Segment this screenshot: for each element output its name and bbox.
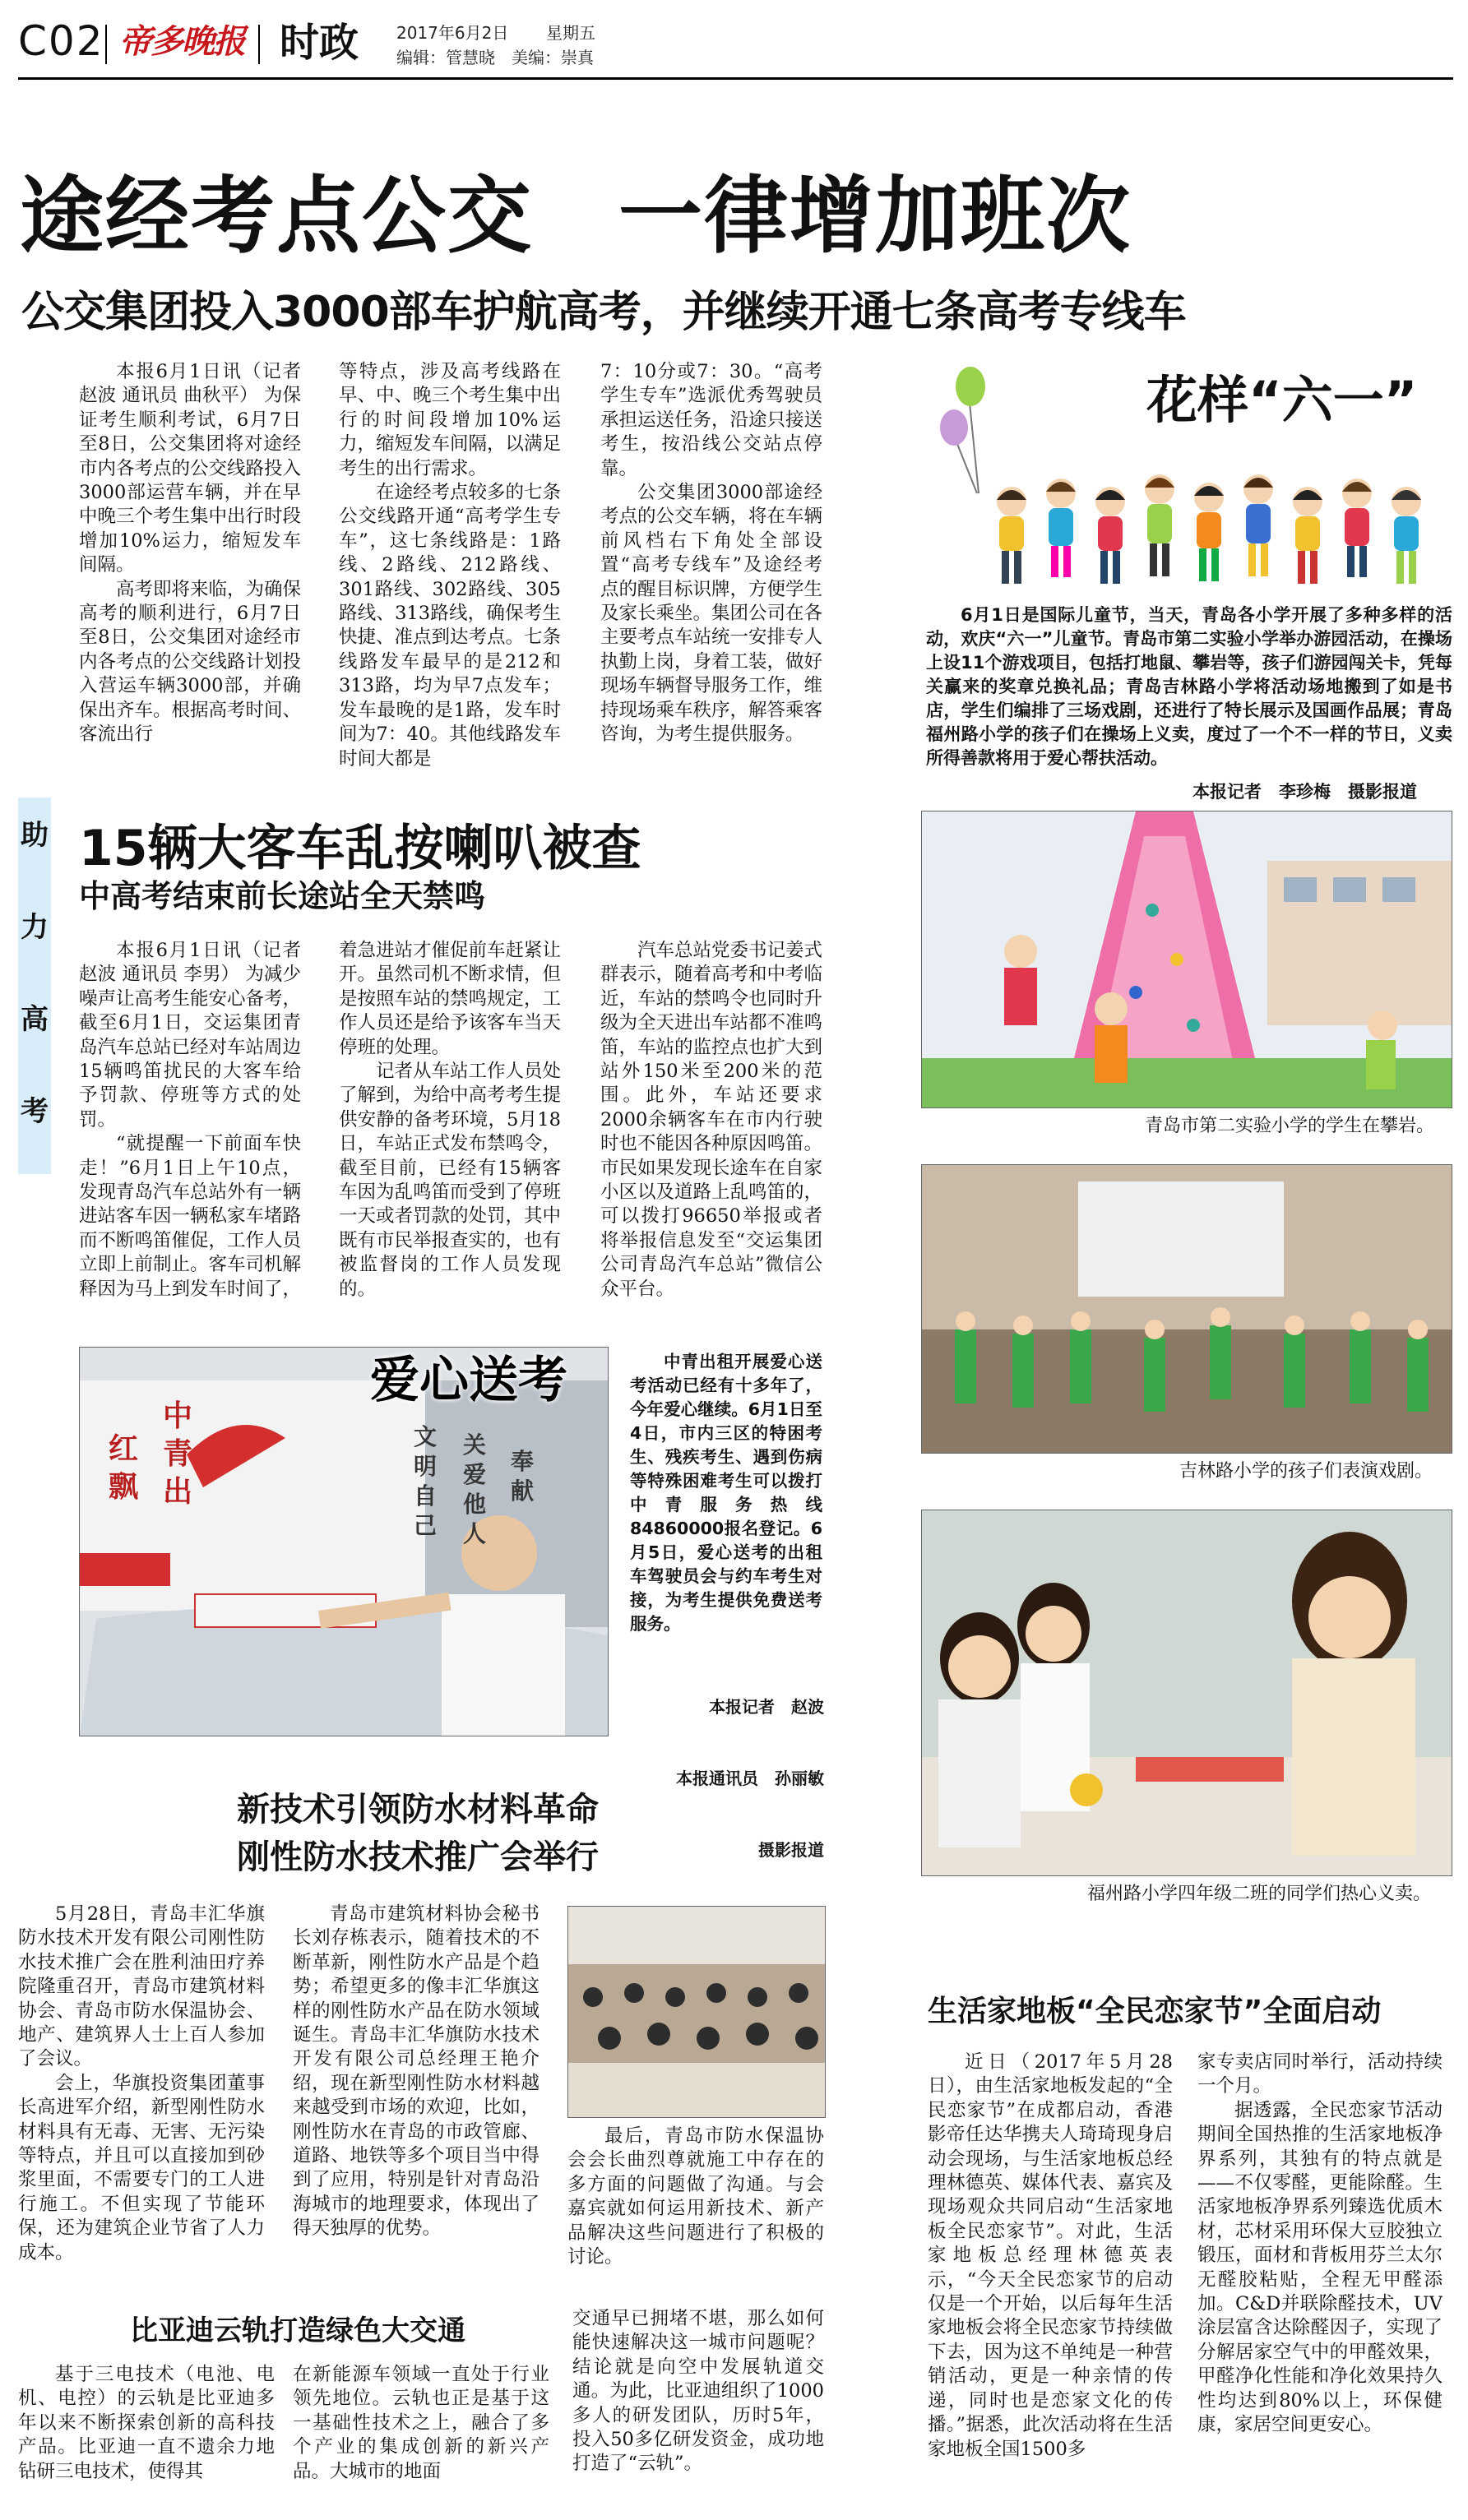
paragraph: 家专卖店同时举行，活动持续一个月。 [1197, 2051, 1443, 2097]
side-tag-char: 高 [21, 1003, 49, 1036]
credit-line: 本报通讯员 孙丽敏 [676, 1769, 824, 1788]
caption-charity-sale: 福州路小学四年级二班的同学们热心义卖。 [1087, 1884, 1432, 1904]
header-rule [18, 77, 1453, 80]
caption-drama: 吉林路小学的孩子们表演戏剧。 [1179, 1461, 1433, 1482]
taxi-credits [609, 1648, 824, 1886]
section-name: 时政 [280, 20, 359, 66]
photo-charity-sale [921, 1510, 1452, 1876]
flooring-column-2 [1197, 2051, 1443, 2508]
sign-char: 他 [462, 1491, 486, 1518]
taxi-sign-chars-4 [461, 1431, 489, 1549]
paragraph: 5月28日，青岛丰汇华旗防水技术开发有限公司刚性防水技术推广会在胜利油田疗养院隆重召开，青岛市建筑材料协会、青岛市防水保温协会、地产、建筑界人士上百人参加了会议。 [18, 1903, 265, 2070]
photo-conference [567, 1906, 826, 2118]
kids-row-illustration [997, 474, 1421, 584]
side-tag-char: 助 [21, 819, 49, 852]
paragraph: 本报6月1日讯（记者 赵波 通讯员 李男） 为减少噪声让高考生能安心备考，截至6月1日，交运集团青岛汽车总站已经对车站周边15辆鸣笛扰民的大客车给予罚款、停班等方式的处罚。 [79, 940, 301, 1131]
header-weekday: 星期五 [546, 23, 595, 43]
paragraph: 近日（2017年5月28日），由生活家地板发起的“全民恋家节”在成都启动，香港影帝任达华携夫人琦琦现身启动会现场，与生活家地板总经理林德英、媒体代表、嘉宾及现场观众共同启动“生活家地板全民恋家节”。对此，生活家地板总经理林德英表示，“今天全民恋家节的启动仅是一个开始，以后每年生活家地板会将全民恋家节持续做下去，因为这不单纯是一种营销活动，更是一种亲情的传递，同时也是恋家文化的传播。”据悉，此次活动将在生活家地板全国1500多 [928, 2051, 1173, 2460]
header-divider [258, 25, 260, 64]
horn-headline: 15辆大客车乱按喇叭被查 [79, 820, 641, 877]
paragraph: 记者从车站工作人员处了解到，为给中高考考生提供安静的备考环境，5月18日，车站正式发布禁鸣令，截至目前，已经有15辆客车因为乱鸣笛而受到了停班一天或者罚款的处罚，其中既有市民举报查实的，也有被监督岗的工作人员发现的。 [339, 1061, 561, 1300]
paragraph: 会上，华旗投资集团董事长高进军介绍，新型刚性防水材料具有无毒、无害、无污染等特点，并且可以直接加到砂浆里面，不需要专门的工人进行施工。不但实现了节能环保，还为建筑企业节省了人力成本。 [18, 2072, 265, 2263]
sign-char: 青 [162, 1437, 192, 1471]
balloons-icon [940, 367, 985, 493]
paragraph: 在新能源车领域一直处于行业领先地位。云轨也正是基于这一基础性技术之上，融合了多个产业的集成创新的新兴产品。大城市的地面 [293, 2364, 549, 2482]
childrens-day-credit: 本报记者 李珍梅 摄影报道 [1192, 782, 1417, 802]
waterproof-column-1 [18, 1903, 265, 2286]
paragraph: 7：10分或7：30。“高考学生专车”选派优秀驾驶员承担运送任务，沿途只接送考生，按沿线公交站点停靠。 [600, 361, 822, 479]
header-divider [105, 25, 107, 64]
taxi-sign-chars-5 [508, 1447, 536, 1506]
byd-column-3 [572, 2307, 824, 2513]
waterproof-column-2 [293, 1903, 540, 2286]
horn-column-3 [600, 939, 822, 1324]
waterproof-title-1: 新技术引领防水材料革命 [237, 1791, 599, 1829]
byd-title: 比亚迪云轨打造绿色大交通 [130, 2314, 465, 2347]
paragraph: 青岛市建筑材料协会秘书长刘存栋表示，随着技术的不断革新，刚性防水产品是个趋势；希望更多的像丰汇华旗这样的刚性防水产品在防水领域诞生。青岛丰汇华旗防水技术开发有限公司总经理王艳介绍，现在新型刚性防水材料越来越受到市场的欢迎，比如，刚性防水在青岛的市政管廊、道路、地铁等多个项目当中得到了应用，特别是针对青岛沿海城市的地理要求，体现出了得天独厚的优势。 [293, 1903, 540, 2240]
paragraph: 中青出租开展爱心送考活动已经有十多年了，今年爱心继续。6月1日至4日，市内三区的特困考生、残疾考生、遇到伤病等特殊困难考生可以拨打中青服务热线84860000报名登记。6月5日，爱心送考的出租车驾驶员会与约车考生对接，为考生提供免费送考服务。 [630, 1352, 822, 1634]
paragraph: 最后，青岛市防水保温协会会长曲烈尊就施工中存在的多方面的问题做了沟通。与会嘉宾就如何运用新技术、新产品解决这些问题进行了积极的讨论。 [567, 2125, 824, 2268]
sign-char: 己 [413, 1512, 437, 1539]
sign-char: 奉 [510, 1448, 534, 1475]
paragraph: 据透露，全民恋家节活动期间全国热推的生活家地板净界系列，其独有的特点就是——不仅零醛，更能除醛。生活家地板净界系列臻选优质木材，芯材采用环保大豆胶独立锻压，面材和背板用芬兰太尔无醛胶粘贴，全程无甲醛添加。C&D并联除醛技术，UV涂层富含达除醛因子，实现了分解居家空气中的甲醛效果，甲醛净化性能和净化效果持久性均达到80%以上，环保健康，家居空间更安心。 [1197, 2099, 1443, 2436]
horn-column-1 [79, 939, 301, 1324]
paragraph: 在途经考点较多的七条公交线路开通“高考学生专车”，这七条线路是：1路线、2路线、212路线、301路线、302路线、305路线、313路线，确保考生快捷、准点到达考点。七条线路发车最早的是212和313路，均为早7点发车；发车最晚的是1路，发车时间为7：40。其他线路发车时间大都是 [339, 482, 561, 770]
paragraph: 基于三电技术（电池、电机、电控）的云轨是比亚迪多年以来不断探索创新的高科技产品。比亚迪一直不遗余力地钻研三电技术，使得其 [18, 2364, 275, 2482]
byd-column-2 [293, 2363, 549, 2511]
newspaper-logo: 帝多晚报 [119, 22, 244, 61]
sign-char: 飘 [108, 1470, 138, 1504]
sign-char: 中 [162, 1399, 192, 1433]
sign-char: 献 [510, 1477, 534, 1505]
side-tag-help-exam [18, 798, 51, 1174]
header-date: 2017年6月2日 [396, 23, 509, 43]
paragraph: 汽车总站党委书记姜式群表示，随着高考和中考临近，车站的禁鸣令也同时升级为全天进出车站都不准鸣笛，车站的监控点也扩大到站外150米至200米的范围。此外，车站还要求2000余辆客车在市内行驶时也不能因各种原因鸣笛。市民如果发现长途车在自家小区以及道路上乱鸣笛的，可以拨打96650举报或者将举报信息发至“交运集团公司青岛汽车总站”微信公众平台。 [600, 940, 822, 1300]
sign-char: 红 [108, 1432, 138, 1466]
waterproof-title-2: 刚性防水技术推广会举行 [237, 1838, 599, 1876]
taxi-overlay-title: 爱心送考 [370, 1352, 567, 1409]
taxi-body [630, 1350, 822, 1646]
photo-climbing-wall [921, 811, 1452, 1108]
sign-char: 明 [413, 1453, 437, 1480]
sign-char: 自 [413, 1482, 437, 1510]
lead-column-1 [79, 360, 301, 788]
photo-drama [921, 1164, 1452, 1454]
paragraph: 本报6月1日讯（记者 赵波 通讯员 曲秋平） 为保证考生顺利考试，6月7日至8日，公交集团将对途经市内各考点的公交线路投入3000部运营车辆，并在早中晚三个考生集中出行时段增加10%运力，缩短发车间隔。 [79, 361, 301, 576]
lead-subheadline: 公交集团投入3000部车护航高考，并继续开通七条高考专线车 [21, 288, 1186, 337]
lead-column-2 [339, 360, 561, 788]
sign-char: 爱 [462, 1461, 486, 1488]
lead-column-3 [600, 360, 822, 788]
paragraph: 6月1日是国际儿童节，当天，青岛各小学开展了多种多样的活动，欢庆“六一”儿童节。青岛市第二实验小学举办游园活动，在操场上设11个游戏项目，包括打地鼠、攀岩等，孩子们游园闯关卡，凭每关赢来的奖章兑换礼品；青岛吉林路小学将活动场地搬到了如是书店，学生们编排了三场戏剧，还进行了特长展示及国画作品展；青岛福州路小学的孩子们在操场上义卖，度过了一个不一样的节日，义卖所得善款将用于爱心帮扶活动。 [926, 605, 1452, 768]
caption-climbing: 青岛市第二实验小学的学生在攀岩。 [1145, 1116, 1435, 1136]
flooring-column-1 [928, 2051, 1173, 2508]
byd-column-1 [18, 2363, 275, 2511]
childrens-day-body [926, 603, 1452, 773]
horn-subheadline: 中高考结束前长途站全天禁鸣 [79, 878, 486, 914]
lead-headline: 途经考点公交 一律增加班次 [20, 168, 1132, 266]
taxi-sign-chars-1 [161, 1398, 194, 1511]
paragraph: 着急进站才催促前车赶紧让开。虽然司机不断求情，但是按照车站的禁鸣规定，工作人员还是给予该客车当天停班的处理。 [339, 940, 561, 1058]
sign-char: 出 [162, 1475, 192, 1509]
sign-char: 关 [462, 1431, 486, 1459]
side-tag-char: 力 [21, 911, 49, 944]
credit-line: 摄影报道 [758, 1840, 824, 1860]
credit-line: 本报记者 赵波 [709, 1697, 824, 1717]
page-code: C02 [18, 17, 104, 65]
header-editors: 编辑：管慧晓 美编：崇真 [396, 48, 594, 67]
sign-char: 人 [462, 1520, 486, 1547]
paragraph: 交通早已拥堵不堪，那么如何能快速解决这一城市问题呢？结论就是向空中发展轨道交通。为此，比亚迪组织了1000多人的研发团队，历时5年，投入50多亿研发资金，成功地打造了“云轨”。 [572, 2308, 824, 2475]
paragraph: 高考即将来临，为确保高考的顺利进行，6月7日至8日，公交集团对途经市内各考点的公交线路计划投入营运车辆3000部，并确保出齐车。根据高考时间、客流出行 [79, 578, 301, 746]
paragraph: “就提醒一下前面车快走！”6月1日上午10点，发现青岛汽车总站外有一辆进站客车因一辆私家车堵路而不断鸣笛催促，工作人员立即上前制止。客车司机解释因为马上到发车时间了， [79, 1133, 301, 1300]
paragraph: 公交集团3000部途经考点的公交车辆，将在车辆前风档右下角处全部设置“高考专线车”及途经考点的醒目标识牌，方便学生及家长乘坐。集团公司在各主要考点车站统一安排专人执勤上岗，身着工装，做好现场车辆督导服务工作，维持现场乘车秩序，解答乘客咨询，为考生提供服务。 [600, 482, 822, 746]
taxi-sign-chars-3 [411, 1422, 439, 1541]
side-tag-char: 考 [21, 1095, 49, 1128]
horn-column-2 [339, 939, 561, 1324]
taxi-sign-chars-2 [107, 1431, 140, 1506]
flooring-title: 生活家地板“全民恋家节”全面启动 [928, 1995, 1382, 2028]
childrens-day-title: 花样“六一” [1146, 370, 1418, 430]
waterproof-column-3 [567, 2125, 824, 2289]
sign-char: 文 [413, 1423, 437, 1450]
paragraph: 等特点，涉及高考线路在早、中、晚三个考生集中出行的时间段增加10%运力，缩短发车间隔，以满足考生的出行需求。 [339, 361, 561, 479]
